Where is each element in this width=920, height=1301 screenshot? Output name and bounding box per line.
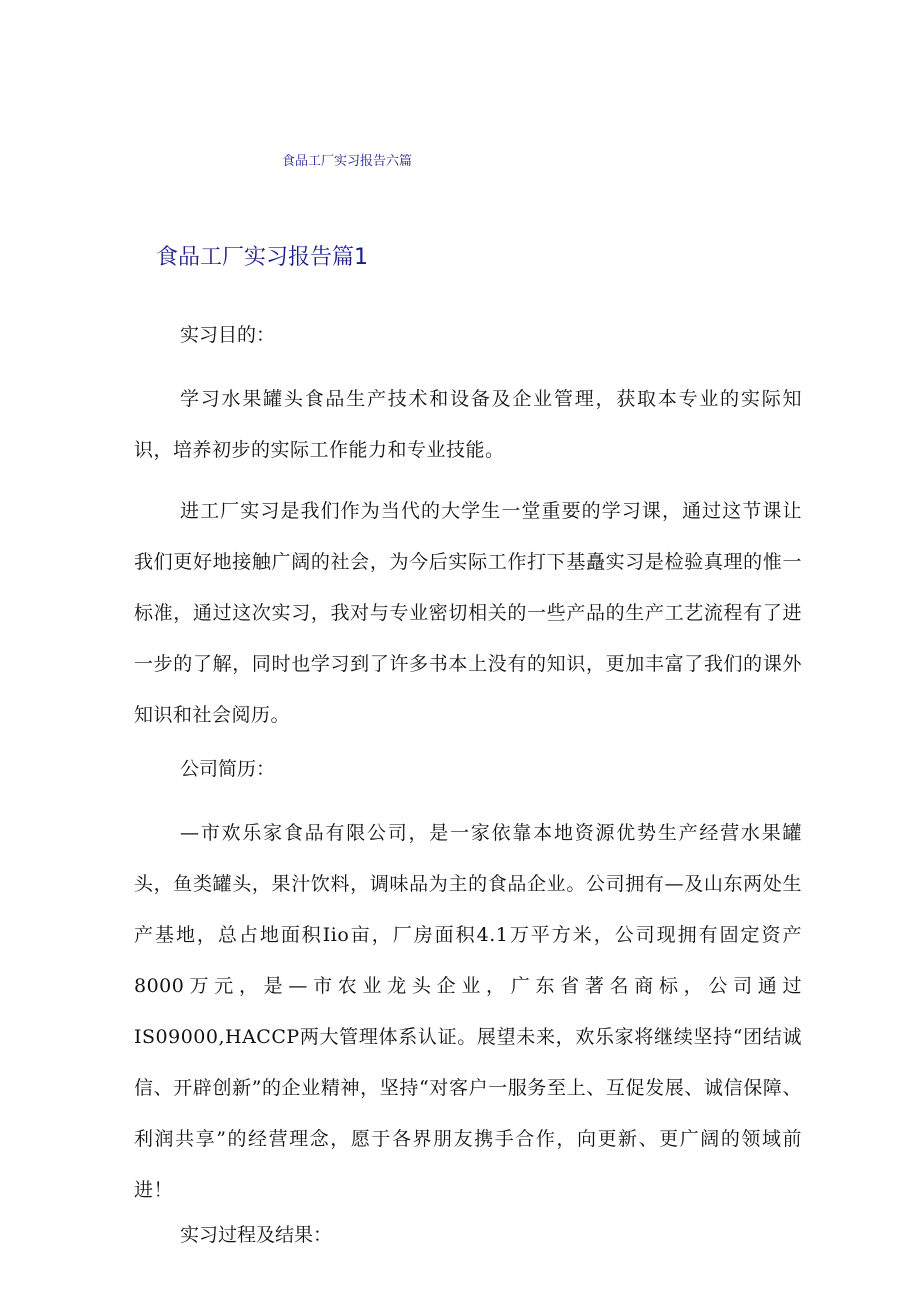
process-label: 实习过程及结果： (180, 1224, 333, 1246)
purpose-paragraph-1: 学习水果罐头食品生产技术和设备及企业管理，获取本专业的实际知识，培养初步的实际工作能力和专业技能。 (134, 388, 802, 461)
company-label: 公司简历： (180, 758, 276, 780)
section-heading: 食品工厂实习报告篇1 (156, 245, 368, 270)
purpose-label: 实习目的： (180, 324, 276, 346)
purpose-paragraph-2: 进工厂实习是我们作为当代的大学生一堂重要的学习课，通过这节课让我们更好地接触广阔的社会，为今后实际工作打下基矗实习是检验真理的惟一标准，通过这次实习，我对与专业密切相关的一些产品的生产工艺流程有了进一步的了解，同时也学习到了许多书本上没有的知识，更加丰富了我们的课外知识和社会阅历。 (134, 500, 802, 726)
company-paragraph: —市欢乐家食品有限公司，是一家依靠本地资源优势生产经营水果罐头，鱼类罐头，果汁饮料，调味品为主的食品企业。公司拥有—及山东两处生产基地，总占地面积Iio亩，厂房面积4.1万平方米，公司现拥有固定资产8000万元，是—市农业龙头企业，广东省著名商标，公司通过IS09000,HACCP两大管理体系认证。展望未来，欢乐家将继续坚持“团结诚信、开辟创新”的企业精神，坚持“对客户一服务至上、互促发展、诚信保障、利润共享”的经营理念，愿于各界朋友携手合作，向更新、更广阔的领域前进！ (134, 822, 802, 1201)
document-title: 食品工厂实习报告六篇 (282, 154, 413, 169)
